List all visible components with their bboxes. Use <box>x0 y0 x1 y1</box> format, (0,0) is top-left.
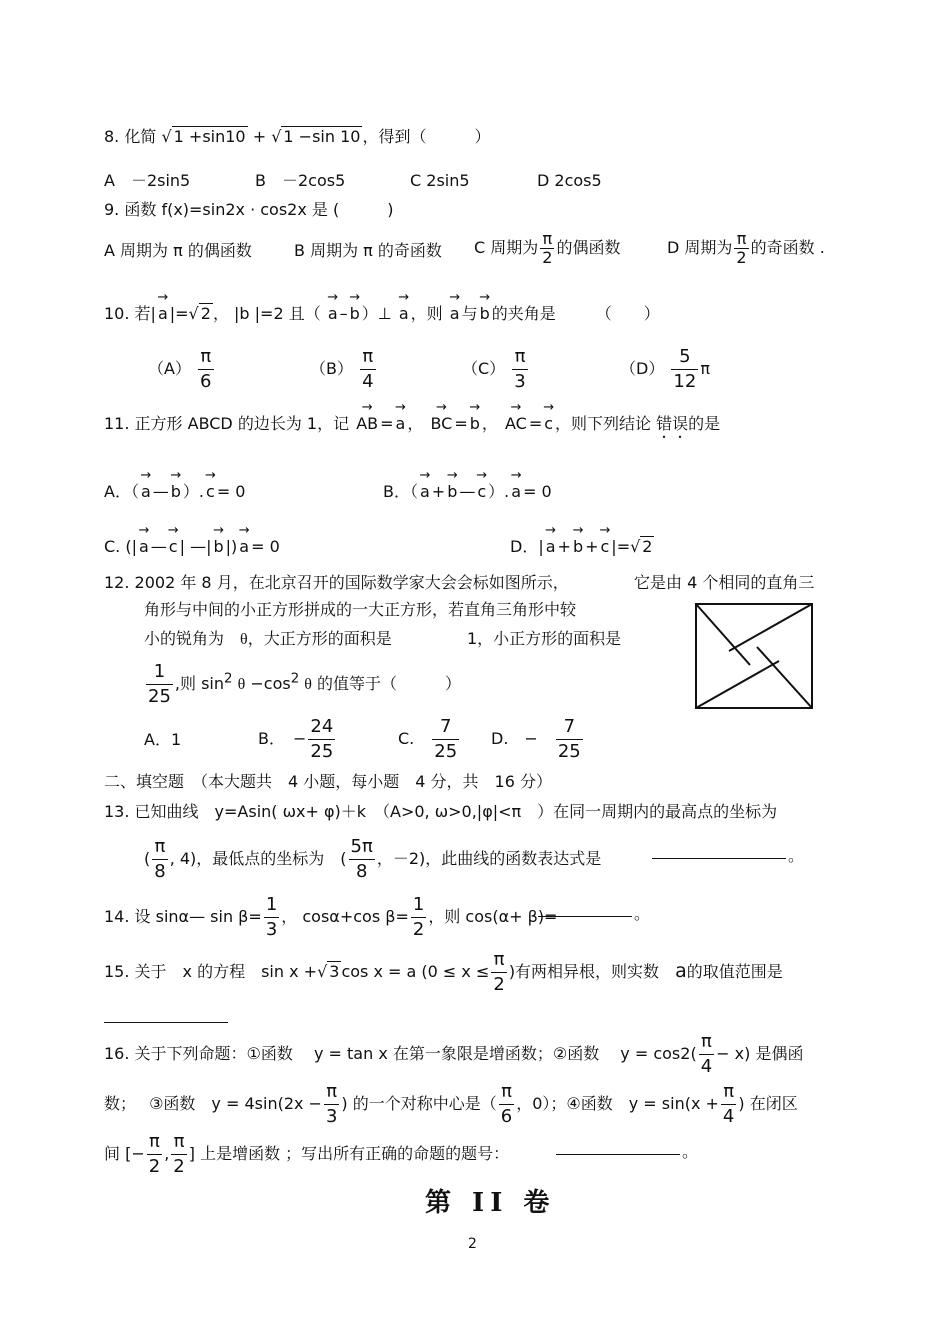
q14-period: 。 <box>634 904 651 923</box>
question-12-line4: $\frac{1}{25}$ ,则 $\sin^2 \theta -\cos^2$ θ 的值等于（ ） <box>148 661 462 707</box>
triangle-edge <box>729 604 812 651</box>
question-9-stem: 9. 函数 f(x)=sin2x · cos2x 是 ( ) <box>104 200 394 219</box>
triangle-edge <box>696 604 750 665</box>
question-16-line1: 16. 关于下列命题：①函数 y = tan x 在第一象限是增函数；②函数 y = cos2( $\frac{\pi}{4}$ − x) 是偶函 <box>104 1031 804 1077</box>
question-14: 14. 设 sinα— sin β= $\frac{1}{3}$ ， cosα+cos β= $\frac{1}{2}$ ，则 cos(α+ β)= <box>104 894 558 940</box>
question-12-line1b: 它是由 4 个相同的直角三 <box>634 573 815 592</box>
fraction-pi-over-2: $\frac{\pi}{2}$ <box>736 229 747 267</box>
question-13-line2: ( $\frac{\pi}{8}$ , 4)，最低点的坐标为 ( $\frac{5\pi}{8}$ ，－2)，此曲线的函数表达式是 <box>144 836 602 882</box>
question-8: 8. 化简 √ 1 +sin10 + √ 1 −sin 10 ，得到（ ） <box>104 127 491 146</box>
sqrt-expression-2: √ 1 −sin 10 <box>271 127 361 146</box>
q10-option-c: （C） $\frac{\pi}{3}$ <box>462 346 526 392</box>
q11-option-d: D．|→ a +→ b +→ c |=√ 2 <box>510 527 654 557</box>
answer-blank-16[interactable] <box>556 1138 680 1155</box>
vector-b: → b <box>480 294 490 322</box>
vector-b: → b <box>350 294 360 322</box>
outer-square <box>696 604 812 708</box>
q10-option-a: （A） $\frac{\pi}{6}$ <box>148 346 212 392</box>
q12-option-d: D. − $\frac{7}{25}$ <box>491 716 581 762</box>
triangle-edge <box>757 647 812 708</box>
pinwheel-square-diagram <box>695 603 813 709</box>
answer-blank-14[interactable] <box>538 900 632 917</box>
q10-option-b: （B） $\frac{\pi}{4}$ <box>310 346 374 392</box>
answer-blank-13[interactable] <box>652 842 786 859</box>
question-10-stem: 10. 若|→ a |=√ 2 ， |b |=2 且（ → a –→ b ）⊥ → a ，则 → a 与→ b 的夹角是 （ ） <box>104 294 660 324</box>
page-number: 2 <box>468 1236 477 1252</box>
q10-option-d: （D） $\frac{5}{12}$ π <box>620 346 710 392</box>
part-title: 第 II 卷 <box>425 1188 556 1218</box>
q9-option-b: B 周期为 π 的奇函数 <box>294 241 442 260</box>
vector-a: → a <box>399 294 409 322</box>
q9-option-a: A 周期为 π 的偶函数 <box>104 241 252 260</box>
question-15: 15. 关于 x 的方程 sin x +√ 3 cos x = a (0 ≤ x ≤ $\frac{\pi}{2}$ )有两相异根，则实数 a的取值范围是 <box>104 949 783 995</box>
sqrt-expression-1: √ 1 +sin10 <box>161 127 246 146</box>
q13-period: 。 <box>788 846 805 865</box>
vector-a: → a <box>450 294 460 322</box>
q9-option-c: C 周期为 $\frac{\pi}{2}$ 的偶函数 <box>474 229 621 267</box>
q9-option-d: D 周期为 $\frac{\pi}{2}$ 的奇函数 . <box>667 229 825 267</box>
triangle-edge <box>696 661 779 708</box>
question-12-line3c: 1，小正方形的面积是 <box>467 629 622 648</box>
q8-option-c: C 2sin5 <box>410 171 470 190</box>
question-12-line2: 角形与中间的小正方形拼成的一大正方形，若直角三角形中较 <box>144 600 577 619</box>
vector-a: → a <box>158 294 168 322</box>
question-16-line3: 间 [− $\frac{\pi}{2}$ , $\frac{\pi}{2}$ ] 上是增函数 ；写出所有正确的命题的题号： <box>104 1131 510 1177</box>
question-13-line1: 13. 已知曲线 y=Asin( ωx+ φ)＋k （A>0, ω>0,|φ|<π ）在同一周期内的最高点的坐标为 <box>104 802 778 821</box>
emphasis-error: 错误 <box>656 414 689 433</box>
q12-option-b: B． − $\frac{24}{25}$ <box>258 716 334 762</box>
question-12-line1a: 12. 2002 年 8 月，在北京召开的国际数学家大会会标如图所示， <box>104 573 569 592</box>
fraction-pi-over-2: $\frac{\pi}{2}$ <box>542 229 553 267</box>
q12-option-c: C. $\frac{7}{25}$ <box>398 716 458 762</box>
question-12-line3: 小的锐角为 θ，大正方形的面积是 <box>144 629 392 648</box>
vector-a: → a <box>328 294 338 322</box>
q8-option-b: B －2cos5 <box>255 171 346 190</box>
question-11-stem: 11. 正方形 ABCD 的边长为 1，记 → AB =→ a ， → BC =→ b ， → AC =→ c ，则下列结论 错误的是 <box>104 404 720 442</box>
q8-option-d: D 2cos5 <box>537 171 602 190</box>
answer-blank-15[interactable] <box>104 1006 228 1023</box>
q8-option-a: A －2sin5 <box>104 171 191 190</box>
question-16-line2: 数； ③函数 y = 4sin(2x − $\frac{\pi}{3}$ ) 的一个对称中心是（ $\frac{\pi}{6}$ ，0）；④函数 y = sin(x + $\frac{\pi}{4}$ ) 在闭区 <box>104 1081 798 1127</box>
section-heading-fill-in: 二、填空题 （本大题共 4 小题，每小题 4 分，共 16 分） <box>104 772 552 791</box>
q12-option-a: A．1 <box>144 730 182 749</box>
q11-option-b: B．（→ a +→ b —→ c ）.→ a = 0 <box>383 472 552 502</box>
q16-period: 。 <box>682 1142 699 1161</box>
q11-option-a: A．（→ a —→ b ）.→ c = 0 <box>104 472 245 502</box>
q11-option-c: C. (|→ a —→ c | —|→ b |)→ a = 0 <box>104 527 280 557</box>
